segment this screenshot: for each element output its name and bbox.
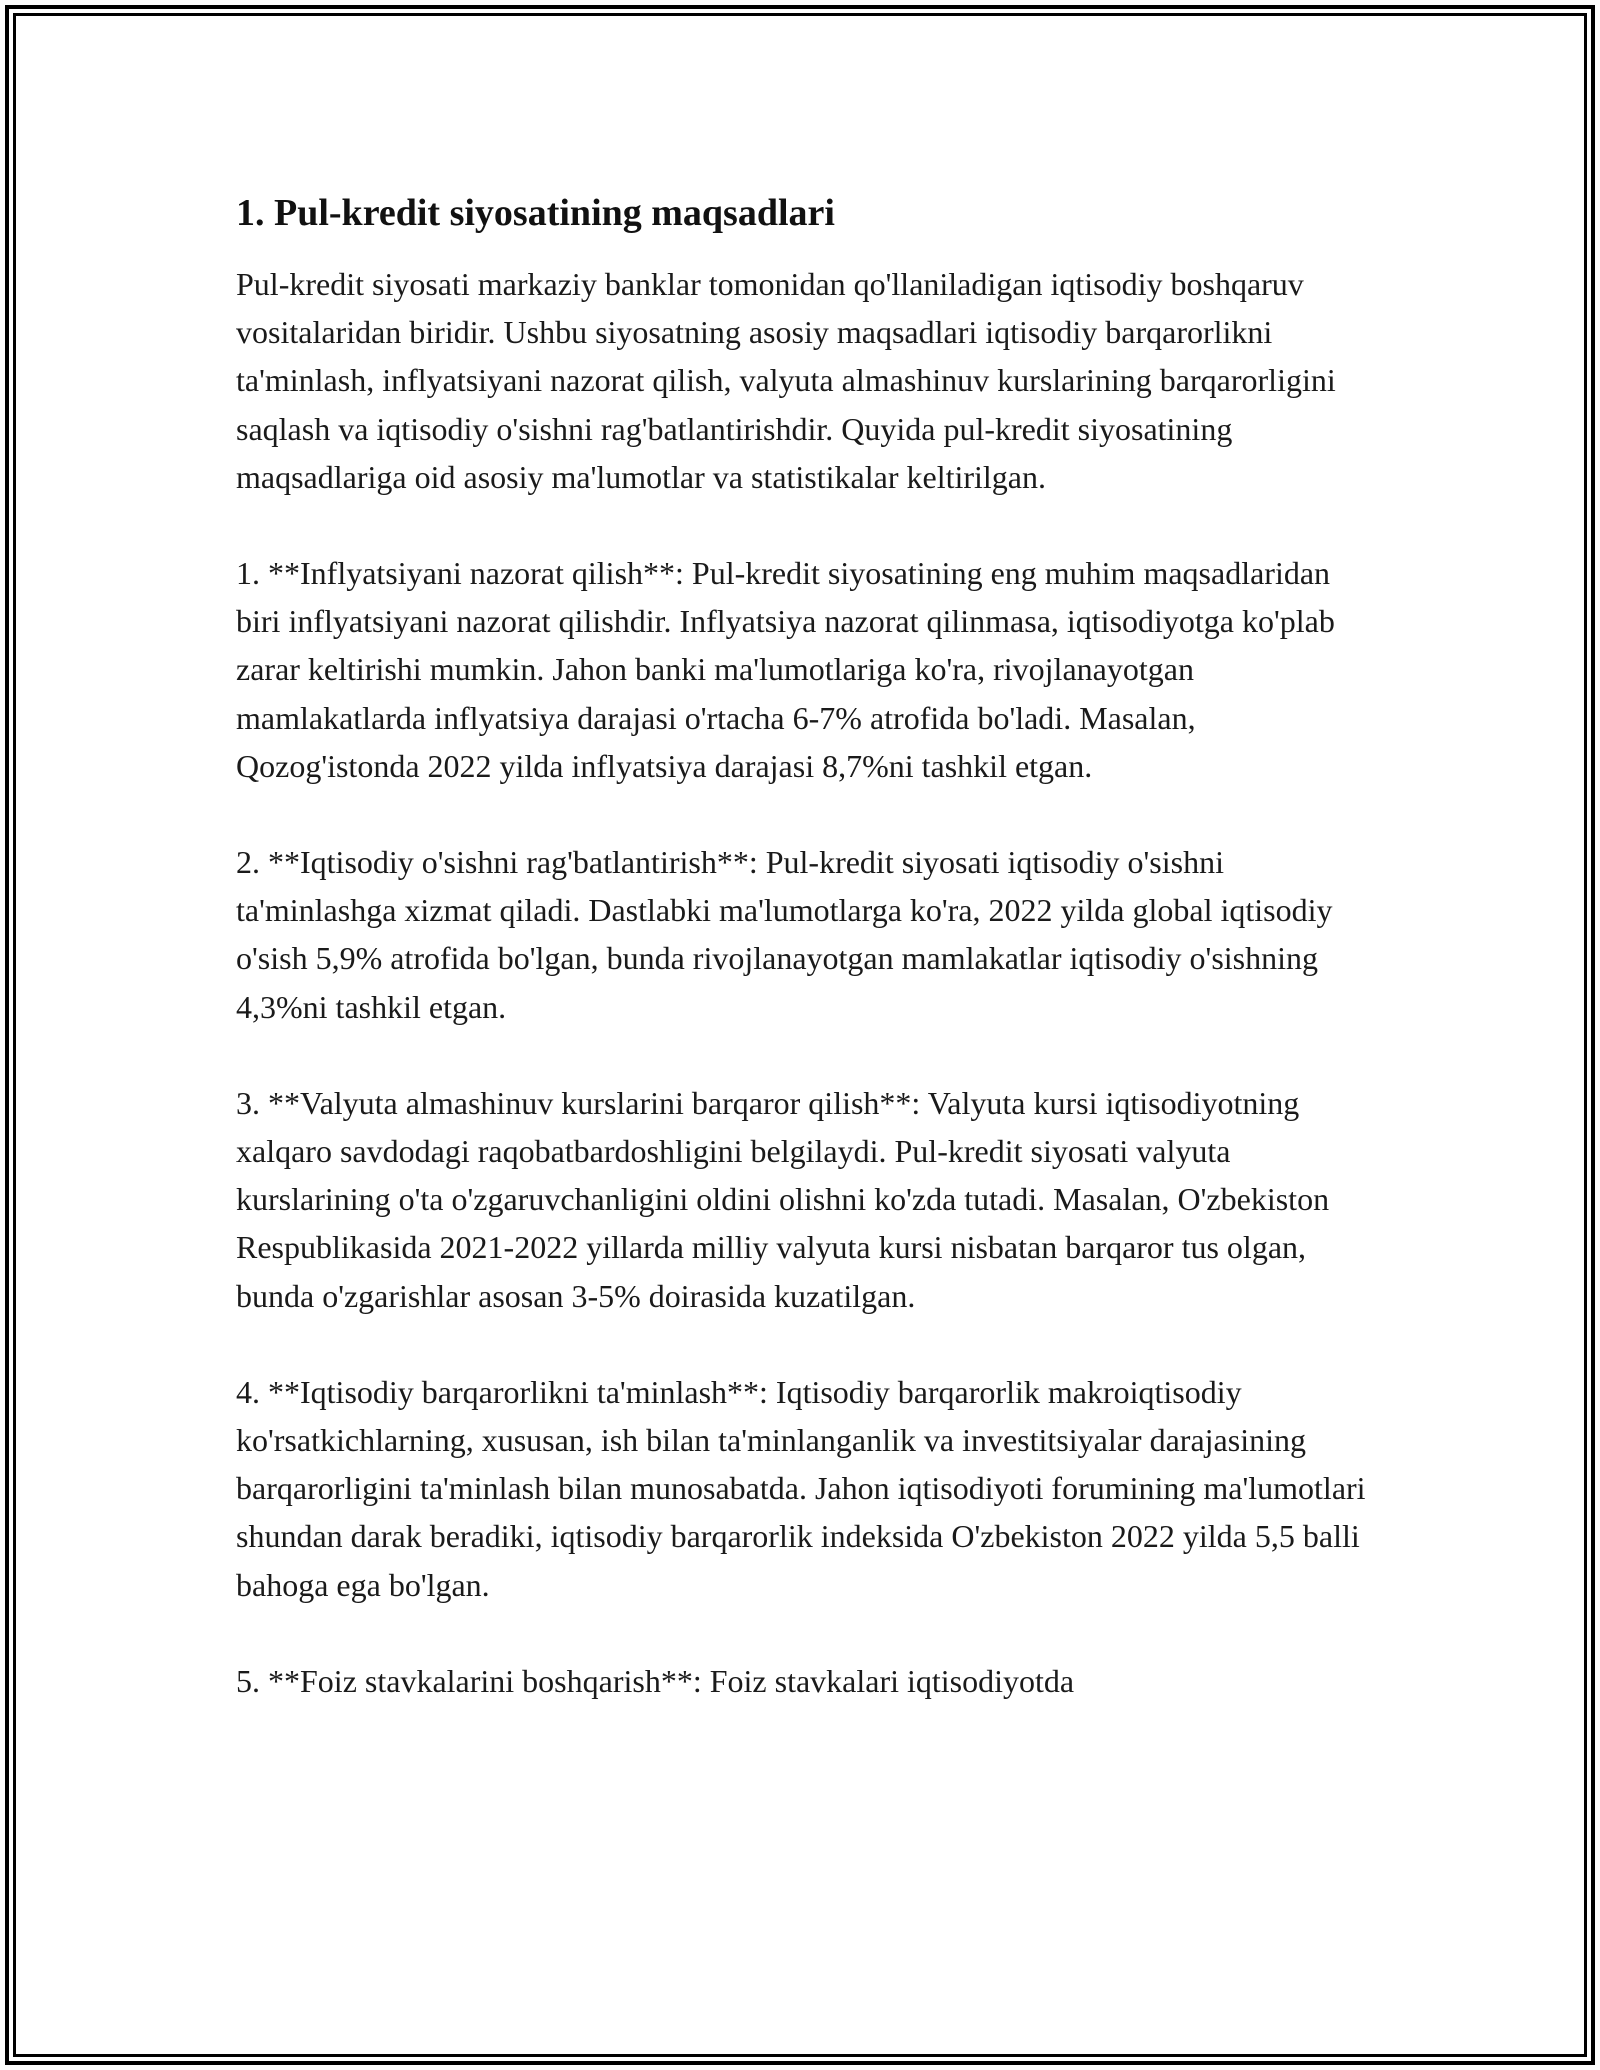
point-3-exchange-rate-stability: 3. **Valyuta almashinuv kurslarini barqaror qilish**: Valyuta kursi iqtisodiyotning xalqaro savdodagi raqobatbardoshligini belgilaydi. Pul-kredit siyosati valyuta kurslarining o'ta o'zgaruvchanligini oldini olishni ko'zda tutadi. Masalan, O'zbekiston Respublikasida 2021-2022 yillarda milliy valyuta kursi nisbatan barqaror tus olgan, bunda o'zgarishlar asosan 3-5% doirasida kuzatilgan. <box>236 1084 1330 1314</box>
point-5-interest-rates: 5. **Foiz stavkalarini boshqarish**: Foiz stavkalari iqtisodiyotda <box>236 1662 1075 1699</box>
point-4-economic-stability: 4. **Iqtisodiy barqarorlikni ta'minlash**: Iqtisodiy barqarorlik makroiqtisodiy ko'rsatkichlarning, xususan, ish bilan ta'minlanganlik va investitsiyalar darajasining barqarorligini ta'minlash bilan munosabatda. Jahon iqtisodiyoti forumining ma'lumotlari shundan darak beradiki, iqtisodiy barqarorlik indeksida O'zbekiston 2022 yilda 5,5 balli bahoga ega bo'lgan. <box>236 1373 1366 1603</box>
point-2-economic-growth: 2. **Iqtisodiy o'sishni rag'batlantirish**: Pul-kredit siyosati iqtisodiy o'sishni ta'minlashga xizmat qiladi. Dastlabki ma'lumotlarga ko'ra, 2022 yilda global iqtisodiy o'sish 5,9% atrofida bo'lgan, bunda rivojlanayotgan mamlakatlar iqtisodiy o'sishning 4,3%ni tashkil etgan. <box>236 844 1333 1025</box>
section-heading: 1. Pul-kredit siyosatining maqsadlari <box>236 192 835 234</box>
point-1-inflation-control: 1. **Inflyatsiyani nazorat qilish**: Pul-kredit siyosatining eng muhim maqsadlaridan biri inflyatsiyani nazorat qilishdir. Inflyatsiya nazorat qilinmasa, iqtisodiyotga ko'plab zarar keltirishi mumkin. Jahon banki ma'lumotlariga ko'ra, rivojlanayotgan mamlakatlarda inflyatsiya darajasi o'rtacha 6-7% atrofida bo'ladi. Masalan, Qozog'istonda 2022 yilda inflyatsiya darajasi 8,7%ni tashkil etgan. <box>236 555 1335 784</box>
intro-paragraph: Pul-kredit siyosati markaziy banklar tomonidan qo'llaniladigan iqtisodiy boshqaruv vositalaridan biridir. Ushbu siyosatning asosiy maqsadlari iqtisodiy barqarorlikni ta'minlash, inflyatsiyani nazorat qilish, valyuta almashinuv kurslarining barqarorligini saqlash va iqtisodiy o'sishni rag'batlantirishdir. Quyida pul-kredit siyosatining maqsadlariga oid asosiy ma'lumotlar va statistikalar keltirilgan. <box>236 266 1336 495</box>
document-body <box>236 186 1368 1753</box>
